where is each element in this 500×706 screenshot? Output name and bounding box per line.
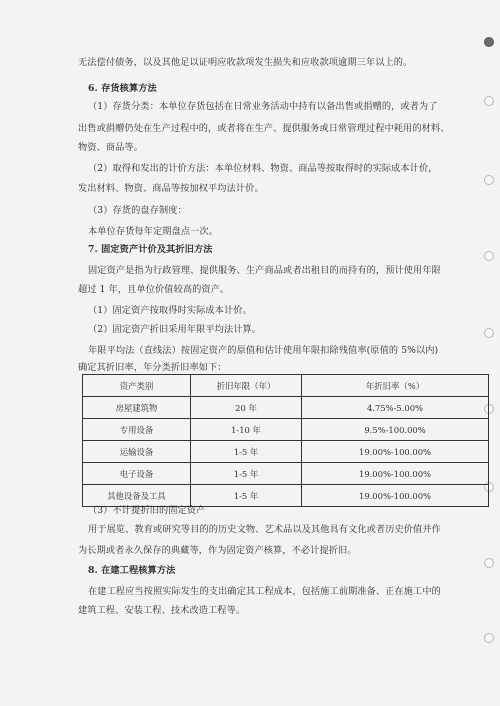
binder-hole-icon	[484, 96, 494, 106]
table-header-cell: 折旧年限（年）	[191, 375, 302, 397]
paragraph-line: 发出材料、物资、商品等按加权平均法计价。	[78, 183, 264, 194]
paragraph-line: （1）固定资产按取得时实际成本计价。	[88, 305, 252, 316]
table-cell: 其他设备及工具	[83, 485, 191, 507]
table-cell: 1-5 年	[191, 485, 302, 507]
binder-hole-icon	[484, 251, 494, 261]
binder-hole-icon	[484, 558, 494, 568]
binder-hole-icon	[484, 175, 494, 185]
binder-hole-icon	[484, 37, 494, 47]
table-row	[83, 463, 489, 485]
table-cell: 19.00%-100.00%	[302, 441, 489, 463]
table-cell: 1-10 年	[191, 419, 302, 441]
paragraph-line: （1）存货分类：本单位存货包括在日常业务活动中持有以备出售或捐赠的，或者为了	[88, 101, 438, 112]
table-cell: 运输设备	[83, 441, 191, 463]
table-cell: 1-5 年	[191, 463, 302, 485]
depreciation-table	[82, 374, 489, 507]
binder-hole-icon	[484, 328, 494, 338]
table-row	[83, 397, 489, 419]
paragraph-line: 为长期或者永久保存的典藏等，作为固定资产核算，不必计提折旧。	[78, 545, 357, 556]
paragraph-line: 本单位存货每年定期盘点一次。	[88, 226, 219, 237]
table-header-cell: 资产类别	[83, 375, 191, 397]
section-heading-construction: 8. 在建工程核算方法	[88, 565, 176, 576]
paragraph-line: 出售或捐赠仍处在生产过程中的，或者将在生产、提供服务或日常管理过程中耗用的材料、	[78, 123, 450, 134]
section-heading-inventory: 6. 存货核算方法	[88, 83, 157, 94]
paragraph-line: 年限平均法（直线法）按固定资产的原值和估计使用年限扣除残值率(原值的 5%以内)	[88, 345, 439, 356]
table-cell: 19.00%-100.00%	[302, 463, 489, 485]
paragraph-line: 固定资产是指为行政管理、提供服务、生产商品或者出租目的而持有的，预计使用年限	[88, 265, 441, 276]
table-cell: 房屋建筑物	[83, 397, 191, 419]
binder-hole-icon	[484, 633, 494, 643]
table-cell: 19.00%-100.00%	[302, 485, 489, 507]
paragraph-line: 建筑工程、安装工程、技术改造工程等。	[78, 605, 246, 616]
table-row	[83, 441, 489, 463]
table-header-row	[83, 375, 489, 397]
paragraph-line: 确定其折旧率，年分类折旧率如下：	[78, 362, 227, 373]
paragraph-line: （2）固定资产折旧采用年限平均法计算。	[88, 324, 262, 335]
section-heading-fixed-assets: 7. 固定资产计价及其折旧方法	[88, 244, 213, 255]
table-row	[83, 419, 489, 441]
paragraph-line: 用于展览、教育或研究等目的的历史文物、艺术品以及其他具有文化或者历史价值并作	[88, 524, 441, 535]
table-cell: 4.75%-5.00%	[302, 397, 489, 419]
paragraph-line: （3）不计提折旧的固定资产	[88, 505, 206, 516]
paragraph-line: （2）取得和发出的计价方法：本单位材料、物资、商品等按取得时的实际成本计价，	[88, 163, 438, 174]
paragraph-line: 物资、商品等。	[78, 142, 144, 153]
paragraph-line: （3）存货的盘存制度：	[88, 205, 187, 216]
paragraph-line: 无法偿付债务，以及其他足以证明应收款项发生损失和应收款项逾期三年以上的。	[78, 57, 413, 68]
table-cell: 1-5 年	[191, 441, 302, 463]
table-cell: 20 年	[191, 397, 302, 419]
paragraph-line: 超过 1 年，且单位价值较高的资产。	[78, 284, 230, 295]
table-cell: 电子设备	[83, 463, 191, 485]
paragraph-line: 在建工程应当按照实际发生的支出确定其工程成本，包括施工前期准备、正在施工中的	[88, 586, 441, 597]
table-cell: 9.5%-100.00%	[302, 419, 489, 441]
table-header-cell: 年折旧率（%）	[302, 375, 489, 397]
table-cell: 专用设备	[83, 419, 191, 441]
